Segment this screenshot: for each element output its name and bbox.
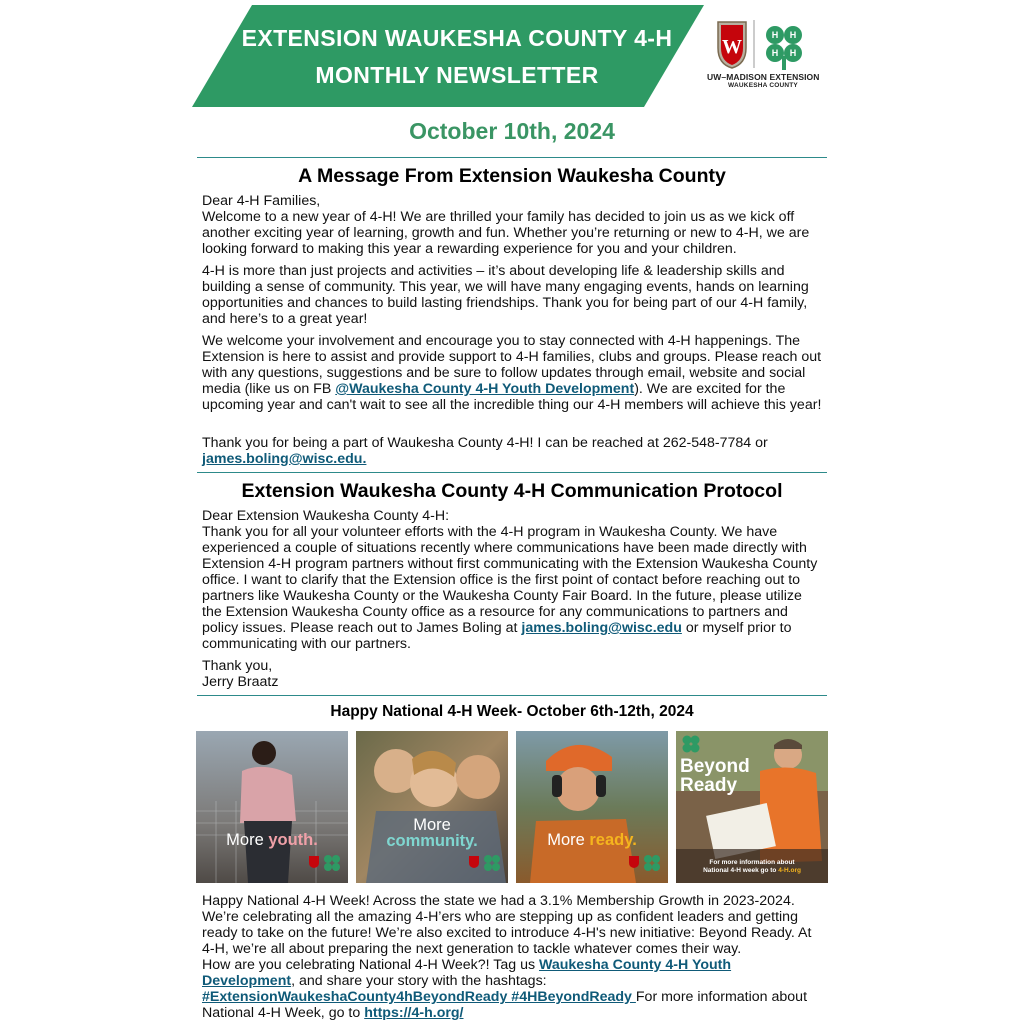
uw-crest-icon — [468, 855, 480, 869]
facebook-page-link[interactable]: Waukesha County 4-H Youth Development — [202, 957, 732, 989]
message-paragraph-3 — [202, 333, 824, 413]
svg-text:H: H — [789, 48, 797, 58]
week-paragraph-2-mid: , and share your story with the hashtags: — [291, 973, 547, 989]
photo-caption — [356, 817, 508, 849]
photo-caption — [196, 831, 348, 850]
svg-text:H: H — [771, 30, 779, 40]
beyond-ready-note — [676, 859, 828, 875]
protocol-paragraph-end: or myself prior to communicating with our partners. — [202, 620, 792, 652]
logo-caption-extension: UW–MADISON EXTENSION — [707, 72, 820, 82]
banner-shape — [192, 5, 704, 107]
beyond-ready-url: 4-H.org — [778, 867, 801, 874]
clover-icon — [682, 735, 700, 753]
photo-beyond-ready — [676, 731, 828, 883]
photo-caption — [516, 831, 668, 850]
caption-word: More — [413, 816, 451, 834]
caption-word: More — [547, 831, 585, 849]
uw-4h-logo-icon — [712, 18, 822, 72]
uw-crest-icon — [308, 855, 320, 869]
caption-accent: ready. — [589, 831, 637, 849]
week-paragraph-2-more: For more information about National 4-H Week, go to — [202, 989, 808, 1021]
uw-extension-logo — [707, 18, 822, 98]
facebook-page-link[interactable]: @Waukesha County 4-H Youth Development — [335, 381, 635, 397]
message-paragraph-4-text: Thank you for being a part of Waukesha County 4-H! I can be reached at 262-548-7784 or — [202, 435, 768, 451]
clover-icon — [324, 855, 340, 871]
protocol-heading: Extension Waukesha County 4-H Communication Protocol — [241, 480, 783, 502]
protocol-salutation: Dear Extension Waukesha County 4-H: — [202, 508, 450, 524]
message-heading: A Message From Extension Waukesha County — [298, 165, 726, 187]
message-salutation-and-intro — [202, 193, 824, 257]
caption-word: More — [226, 831, 264, 849]
email-link[interactable]: james.boling@wisc.edu — [521, 620, 682, 636]
beyond-ready-title-line1: Beyond — [680, 756, 750, 777]
protocol-body — [202, 508, 824, 652]
beyond-ready-note-line2: National 4-H week go to — [703, 867, 779, 874]
email-link[interactable]: james.boling@wisc.edu. — [202, 451, 367, 467]
logo-caption-county: WAUKESHA COUNTY — [728, 82, 798, 89]
svg-text:W: W — [722, 36, 742, 58]
newsletter-banner — [192, 5, 704, 107]
protocol-signature: Jerry Braatz — [202, 674, 279, 690]
hashtags-link[interactable]: #ExtensionWaukeshaCounty4hBeyondReady #4HBeyondReady — [202, 989, 636, 1005]
message-paragraph-1: Welcome to a new year of 4-H! We are thrilled your family has decided to join us as we kick off another exciting year of learning, growth and fun. Whether you’re returning or new to 4-H, we are looking forward to making this year a rewarding experience for you and your children. — [202, 209, 810, 257]
message-paragraph-4 — [202, 435, 824, 467]
divider — [197, 157, 827, 158]
photo-more-ready — [516, 731, 668, 883]
divider — [197, 695, 827, 696]
protocol-closing: Thank you, — [202, 658, 273, 674]
message-paragraph-2: 4-H is more than just projects and activities – it’s about developing life & leadership skills and building a sense of community. This year, we will have many engaging events, hands on learning opportunities and chances to build lasting friendships. Thank you for being part of our 4-H family, and here’s to a great year! — [202, 263, 809, 327]
banner-title: EXTENSION WAUKESHA COUNTY 4-H — [241, 25, 673, 51]
beyond-ready-title-line2: Ready — [680, 775, 738, 796]
message-paragraph-3-text: We welcome your involvement and encourage you to stay connected with 4-H happenings. The Extension is here to assist and provide support to 4-H families, clubs and groups. Please reach out with any questions, suggestions and be sure to follow updates through email, website and social media (like us on FB — [202, 333, 822, 397]
clover-icon — [644, 855, 660, 871]
week-heading: Happy National 4-H Week- October 6th-12th, 2024 — [330, 703, 694, 720]
caption-accent: community. — [386, 832, 478, 850]
banner-subtitle: MONTHLY NEWSLETTER — [315, 62, 599, 88]
clover-icon — [484, 855, 500, 871]
beyond-ready-title — [680, 757, 750, 795]
protocol-paragraph: Thank you for all your volunteer efforts with the 4-H program in Waukesha County. We have experienced a couple of situations recently where communications have been made directly with Extension 4-H program partners without first communicating with the Extension Waukesha County office. I want to clarify that the Extension office is the first point of contact before reaching out to partners like Waukesha County or the Waukesha County Fair Board. In the future, please utilize the Extension Waukesha County office as a resource for any communications to partners and policy issues. Please reach out to James Boling at — [202, 524, 818, 636]
beyond-ready-note-line1: For more information about — [709, 859, 795, 866]
caption-accent: youth. — [268, 831, 318, 849]
week-paragraph-1: Happy National 4-H Week! Across the state we had a 3.1% Membership Growth in 2023-2024. We’re celebrating all the amazing 4-H’ers who are stepping up as confident leaders and getting ready to take on the future! We’re also excited to introduce 4-H's new initiative: Beyond Ready. At 4-H, we’re all about preparing the next generation to tackle whatever comes their way. — [202, 893, 812, 957]
protocol-signoff — [202, 658, 824, 690]
svg-text:H: H — [789, 30, 797, 40]
message-salutation: Dear 4-H Families, — [202, 193, 321, 209]
svg-text:H: H — [771, 48, 779, 58]
uw-crest-icon — [628, 855, 640, 869]
4h-website-link[interactable]: https://4-h.org/ — [364, 1005, 464, 1021]
photo-more-youth — [196, 731, 348, 883]
photo-more-community — [356, 731, 508, 883]
divider — [197, 472, 827, 473]
week-paragraph-2-text: How are you celebrating National 4-H Week?! Tag us — [202, 957, 539, 973]
issue-date: October 10th, 2024 — [409, 118, 615, 144]
week-paragraph-2 — [202, 957, 824, 1021]
message-paragraph-3-text-end: ). We are excited for the upcoming year and can't wait to see all the incredible thing our 4-H members will achieve this year! — [202, 381, 822, 413]
